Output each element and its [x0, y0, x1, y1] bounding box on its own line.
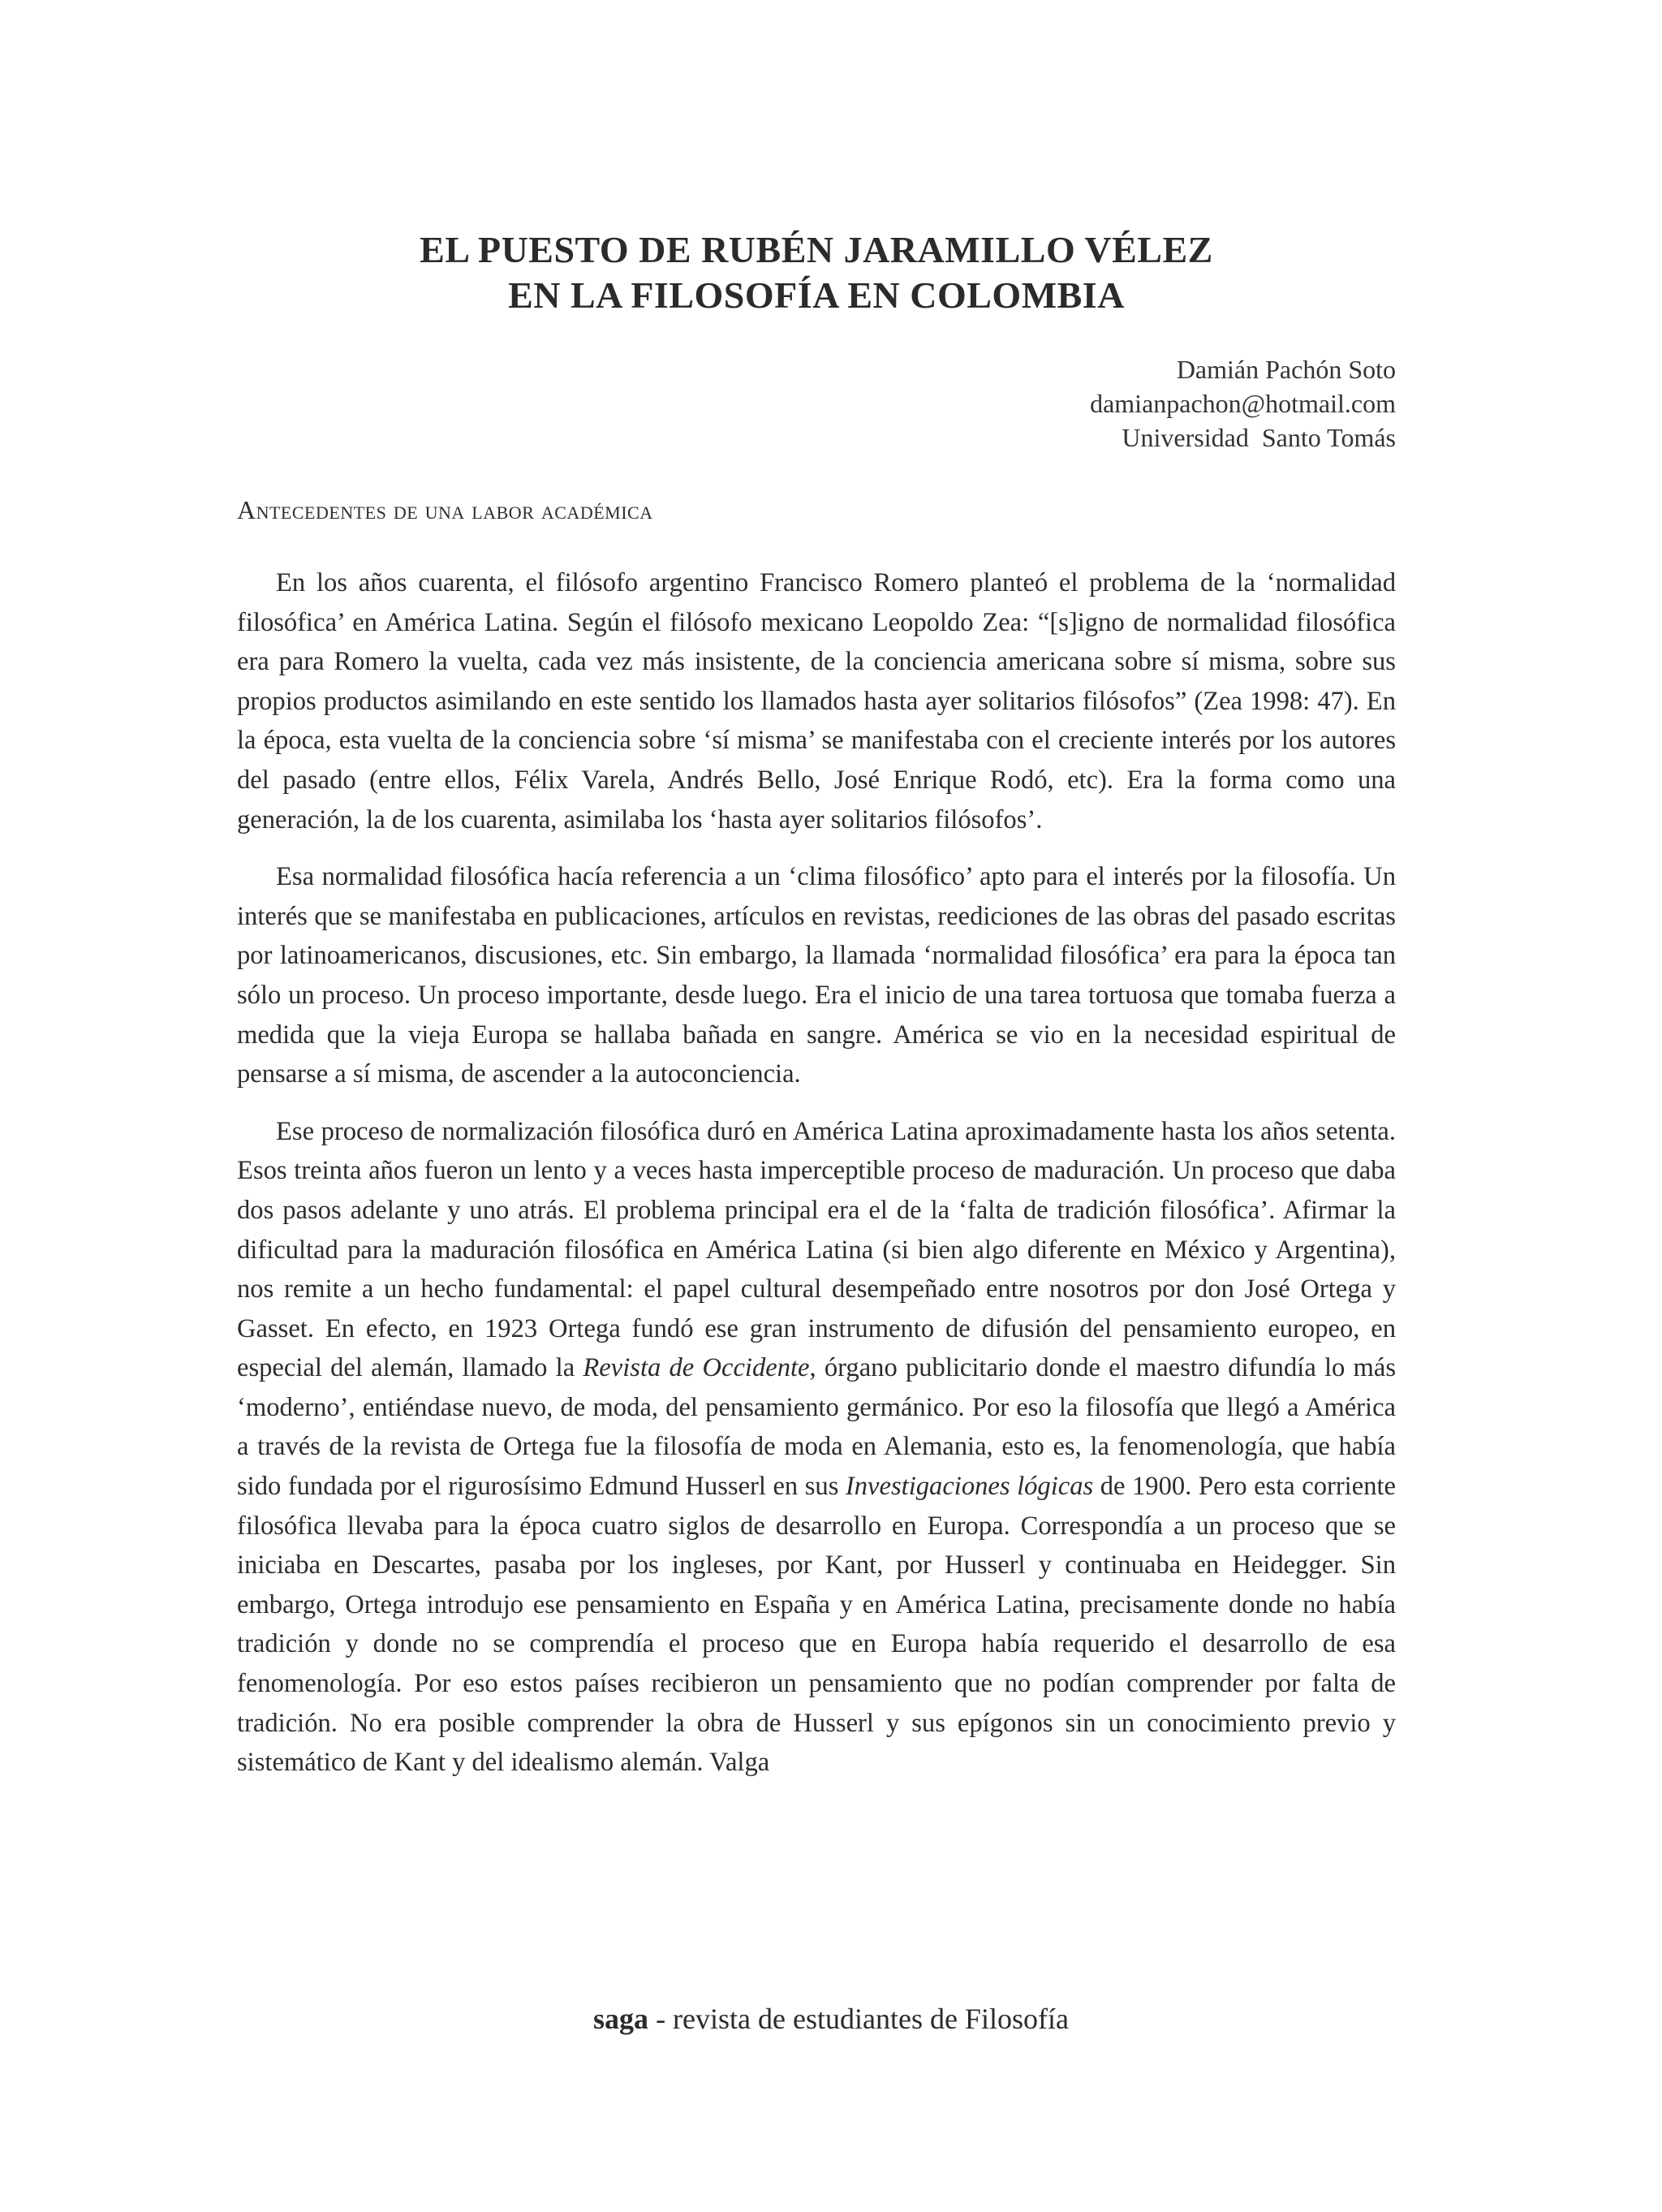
author-block — [237, 352, 1396, 455]
paragraph-3-part-b: , órgano publicitario donde el maestro difundía lo más ‘moderno’, entiéndase nuevo, de moda, del pensamiento germánico. Por eso la filosofía que llegó a América a través de la revista de Ortega fue la filosofía de moda en Alemania, esto es, la fenomenología, que había sido fundada por el rigurosísimo Edmund Husserl en sus — [237, 1353, 1397, 1502]
paragraph-3-part-a: Ese proceso de normalización filosófica duró en América Latina aproximadamente hasta los años setenta. Esos treinta años fueron un lento y a veces hasta imperceptible proceso de maduración. Un proceso que daba dos pasos adelante y uno atrás. El problema principal era el de la ‘falta de tradición filosófica’. Afirmar la dificultad para la maduración filosófica en América Latina (si bien algo diferente en México y Argentina), nos remite a un hecho fundamental: el papel cultural desempeñado entre nosotros por don José Ortega y Gasset. En efecto, en 1923 Ortega fundó ese gran instrumento de difusión del pensamiento europeo, en especial del alemán, llamado la — [237, 1116, 1396, 1383]
article-title — [237, 227, 1396, 318]
paragraph-1: En los años cuarenta, el filósofo argentino Francisco Romero planteó el problema de la ‘normalidad filosófica’ en América Latina. Según el filósofo mexicano Leopoldo Zea: “[s]igno de normalidad filosófica era para Romero la vuelta, cada vez más insistente, de la conciencia americana sobre sí misma, sobre sus propios productos asimilando en este sentido los llamados hasta ayer solitarios filósofos” (Zea 1998: 47). En la época, esta vuelta de la conciencia sobre ‘sí misma’ se manifestaba con el creciente interés por los autores del pasado (entre ellos, Félix Varela, Andrés Bello, José Enrique Rodó, etc). Era la forma como una generación, la de los cuarenta, asimilaba los ‘hasta ayer solitarios filósofos’. — [237, 568, 1396, 834]
author-email: damianpachon@hotmail.com — [1090, 389, 1396, 418]
title-line-1: EL PUESTO DE RUBÉN JARAMILLO VÉLEZ — [420, 229, 1213, 270]
footer-text: - revista de estudiantes de Filosofía — [648, 2003, 1069, 2035]
title-line-2: EN LA FILOSOFÍA EN COLOMBIA — [508, 274, 1125, 316]
section-heading: Antecedentes de una labor académica — [237, 495, 653, 524]
paragraph-3 — [237, 1112, 1396, 1783]
paragraph-2: Esa normalidad filosófica hacía referencia a un ‘clima filosófico’ apto para el interés por la filosofía. Un interés que se manifestaba en publicaciones, artículos en revistas, reediciones de las obras del pasado escritas por latinoamericanos, discusiones, etc. Sin embargo, la llamada ‘normalidad filosófica’ era para la época tan sólo un proceso. Un proceso importante, desde luego. Era el inicio de una tarea tortuosa que tomaba fuerza a medida que la vieja Europa se hallaba bañada en sangre. América se vio en la necesidad espiritual de pensarse a sí misma, de ascender a la autoconciencia. — [237, 862, 1396, 1089]
article-body — [237, 563, 1396, 1783]
author-name: Damián Pachón Soto — [1176, 355, 1396, 384]
journal-title-revista-de-occidente: Revista de Occidente — [583, 1353, 810, 1383]
book-title-investigaciones-logicas: Investigaciones lógicas — [845, 1472, 1094, 1502]
author-affiliation: Universidad Santo Tomás — [1122, 423, 1396, 452]
page-content — [237, 227, 1396, 1800]
footer-brand: saga — [593, 2003, 649, 2035]
page-footer — [0, 2001, 1662, 2037]
paragraph-3-part-c: de 1900. Pero esta corriente filosófica llevaba para la época cuatro siglos de desarrollo en Europa. Correspondía a un proceso que se iniciaba en Descartes, pasaba por los ingleses, por Kant, por Husserl y continuaba en Heidegger. Sin embargo, Ortega introdujo ese pensamiento en España y en América Latina, precisamente donde no había tradición y donde no se comprendía el proceso que en Europa había requerido el desarrollo de esa fenomenología. Por eso estos países recibieron un pensamiento que no podían comprender por falta de tradición. No era posible comprender la obra de Husserl y sus epígonos sin un conocimiento previo y sistemático de Kant y del idealismo alemán. Valga — [237, 1472, 1396, 1778]
